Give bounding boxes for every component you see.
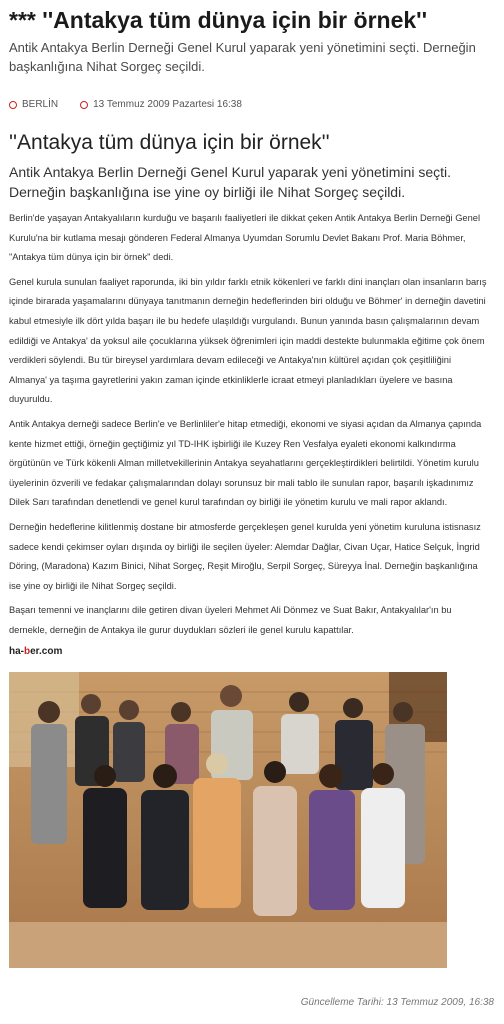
article-headline: *** ''Antakya tüm dünya için bir örnek'' <box>9 7 428 33</box>
article-source[interactable] <box>9 646 62 657</box>
article-body <box>9 209 489 645</box>
article-paragraph: Başarı temenni ve inançlarını dile getiren divan üyeleri Mehmet Ali Dönmez ve Suat Bakır, Antakyalılar'ın bu dernekle, derneğin de Antakya ile gurur duydukları sözleri ile genel kurulu kapattılar. <box>9 605 452 635</box>
article-paragraph: Derneğin hedeflerine kilitlenmiş dostane bir atmosferde gerçekleşen genel kurulda yeni yönetim kuruluna istisnasız sadece kendi çekimser oyları dışında oy birliği ile seçilen üyeler: Alemdar Dağlar, Civan Uçar, Hatice Selçuk, İngrid Döring, (Maradona) Kazım Binici, Nihat Sorgeç, Reşit Miroğlu, Serpil Sorgeç, Süreyya İnal. Derneğin başkanlığına ise yine oy birliği ile Nihat Sorgeç seçildi. <box>9 521 481 591</box>
group-photo-illustration <box>9 672 447 968</box>
source-accent-letter: b <box>24 646 31 657</box>
article-meta <box>9 99 242 110</box>
location-dot-icon <box>9 101 17 109</box>
article-subtitle: ''Antakya tüm dünya için bir örnek'' <box>9 131 330 154</box>
clock-dot-icon <box>80 101 88 109</box>
article-location[interactable]: BERLİN <box>22 99 59 110</box>
article-paragraph: Antik Antakya derneği sadece Berlin'e ve Berlinliler'e hitap etmediği, ekonomi ve siyasi açıdan da Almanya çapında kente hizmet ettiği, örneğin geçtiğimiz yıl TD-IHK işbirliği ile Kuzey Ren Vesfalya eyaleti ekonomi kalkındırma örgütünün ve Türk kökenli Alman milletvekillerinin Antakya seyahatlarını gerçekleştirdikleri belirtildi. Yönetim kurulu üyelerinin özverili ve fedakar çalışmalarından dolayı sorunsuz bir mali tablo ile sunulan rapor, başarılı işkadınımız Dilek Sarı tarafından denetlendi ve genel kurul tarafından oy birliği ile yönetim kurulu ve mali rapor aklandı. <box>9 418 482 508</box>
source-prefix: ha- <box>9 646 24 657</box>
article-photo <box>9 672 447 968</box>
article-updated: Güncelleme Tarihi: 13 Temmuz 2009, 16:38 <box>300 997 494 1008</box>
source-suffix: er.com <box>30 646 63 657</box>
article-paragraph: Berlin'de yaşayan Antakyalıların kurduğu ve başarılı faaliyetleri ile dikkat çeken Antik Antakya Berlin Derneği Genel Kurulu'na bir kutlama mesajı gönderen Federal Almanya Uyumdan Sorumlu Devlet Bakanı Prof. Maria Böhmer, "Antakya tüm dünya için bir örnek" dedi. <box>9 213 481 263</box>
article-spot: Antik Antakya Berlin Derneği Genel Kurul yaparak yeni yönetimini seçti. Derneğin başkanlığına Nihat Sorgeç seçildi. <box>9 40 476 74</box>
article-sub-spot: Antik Antakya Berlin Derneği Genel Kurul yaparak yeni yönetimini seçti. Derneğin başkanlığına ise yine oy birliği ile Nihat Sorgeç seçildi. <box>9 164 451 200</box>
article-paragraph: Genel kurula sunulan faaliyet raporunda, iki bin yıldır farklı etnik kökenleri ve farklı dini inançları olan insanların barış içinde birarada yaşamalarını dünyaya tanıtmanın derneğin hedeflerinden biri olduğu ve Böhmer' in derneğin davetini kabul etmesiyle ilk dört yılda başarı ile bu hedefe ulaşıldığı vurgulandı. Bunun yanında basın çalışmalarının devam edildiği ve Antakya' da yoksul aile çocuklarına yüksek öğrenimleri için maddi destekte bulunmakla eğitime çok önem verdikleri söylendi. Bu tür bireysel yardımlara devam edileceği ve Antakya'nın kültürel açıdan çok çeşitliliğini Almanya' ya taşıma gayretlerini yakın zaman içinde etkinliklerle icraat etmeyi planladıkları üyelere ve basına duyuruldu. <box>9 276 487 405</box>
article-date: 13 Temmuz 2009 Pazartesi 16:38 <box>93 99 242 110</box>
